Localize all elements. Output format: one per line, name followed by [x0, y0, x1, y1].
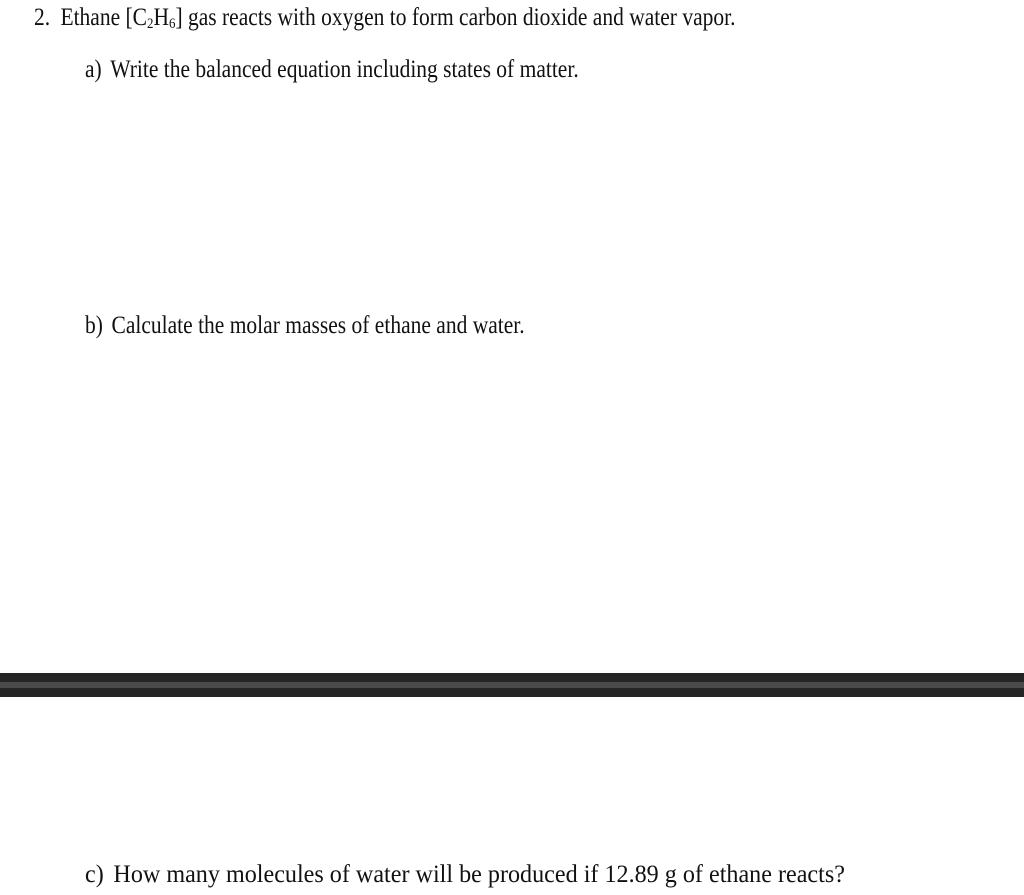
part-b-label: b): [85, 312, 103, 339]
question-text-mid: H: [153, 4, 170, 31]
part-c: [85, 860, 873, 890]
question-2-prompt: [34, 3, 850, 33]
part-a-text: Write the balanced equation including states of matter.: [110, 56, 579, 83]
subscript-hydrogen-count: 6: [169, 16, 176, 32]
question-text-before: Ethane [C: [60, 4, 148, 31]
part-c-label: c): [85, 861, 104, 888]
page-divider-bar: [0, 673, 1024, 697]
part-b-text: Calculate the molar masses of ethane and water.: [111, 312, 525, 339]
part-c-text: How many molecules of water will be produced if 12.89 g of ethane reacts?: [113, 861, 845, 888]
subscript-carbon-count: 2: [147, 16, 154, 32]
question-number: 2.: [34, 4, 51, 31]
part-b: [85, 311, 596, 341]
part-a-label: a): [85, 56, 102, 83]
part-a: [85, 55, 659, 85]
page-divider-inner: [0, 682, 1024, 688]
question-text-after: ] gas reacts with oxygen to form carbon dioxide and water vapor.: [175, 4, 736, 31]
